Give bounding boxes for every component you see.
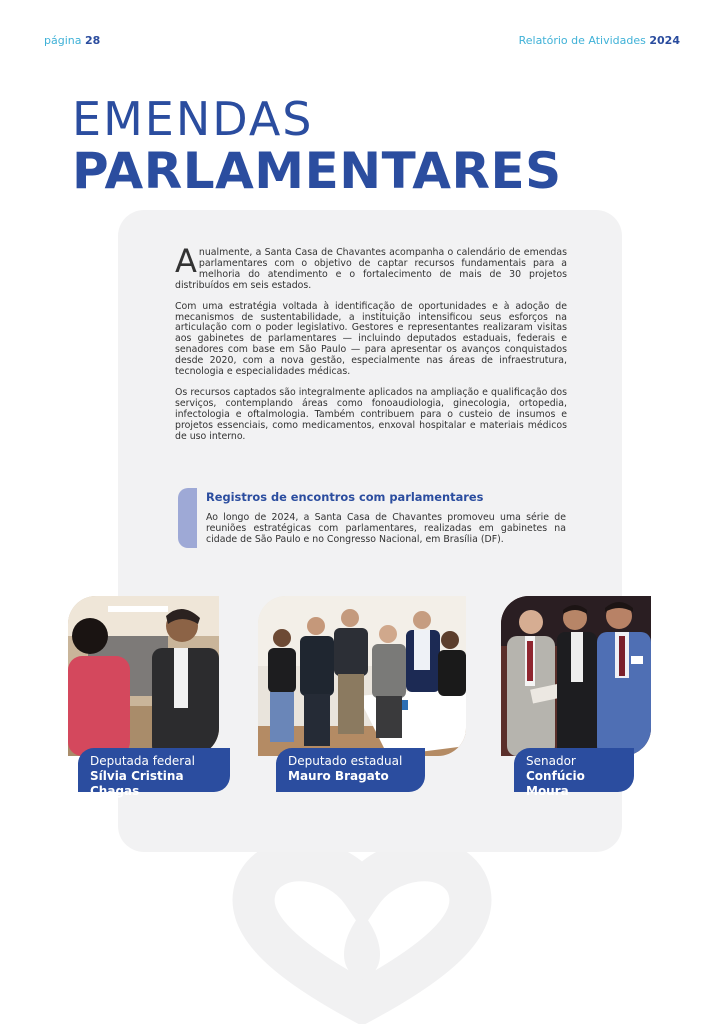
caption-senador — [514, 748, 634, 798]
page-number-label — [44, 34, 100, 47]
caption-name: Confúcio Moura — [526, 769, 585, 798]
intro-text — [175, 242, 567, 453]
section-title: Registros de encontros com parlamentares — [206, 490, 484, 504]
intro-paragraph-3: Os recursos captados são integralmente aplicados na ampliação e qualificação dos serviços, contemplando áreas como fonoaudiologia, ginecologia, ortopedia, infectologia e oftalmologia. Também contribuem para o custeio de insumos e projetos essenciais, como medicamentos, enxoval hospitalar e materiais médicos de uso interno. — [175, 386, 567, 442]
page-title-line1: EMENDAS — [72, 92, 314, 146]
report-title: Relatório de Atividades — [518, 34, 646, 47]
page-title-line2: PARLAMENTARES — [72, 142, 562, 200]
caption-role: Deputado estadual — [288, 754, 403, 768]
page-number: 28 — [84, 34, 101, 47]
caption-deputado-estadual — [276, 748, 425, 792]
intro-paragraph-2: Com uma estratégia voltada à identificação de oportunidades e à adoção de mecanismos de sustentabilidade, a instituição intensificou seus esforços na articulação com o poder legislativo. Gestores e representantes realizaram visitas aos gabinetes de parlamentares — incluindo deputados estaduais, federais e senadores com base em São Paulo — para apresentar os avanços conquistados desde 2020, com a nova gestão, especialmente nas áreas de infraestrutura, tecnologia e especialidades médicas. — [175, 300, 567, 378]
caption-role: Senador — [526, 754, 576, 768]
photo-deputado-estadual — [258, 596, 466, 756]
report-year: 2024 — [649, 34, 680, 47]
photo-deputada-federal — [68, 596, 219, 756]
caption-role: Deputada federal — [90, 754, 195, 768]
drop-cap: A — [175, 242, 197, 280]
section-text: Ao longo de 2024, a Santa Casa de Chavantes promoveu uma série de reuniões estratégicas com parlamentares, realizadas em gabinetes na cidade de São Paulo e no Congresso Nacional, em Brasília (DF). — [206, 512, 566, 545]
report-header — [519, 34, 680, 47]
caption-deputada-federal — [78, 748, 230, 798]
photo-senador — [501, 596, 651, 756]
page-label: página — [44, 34, 82, 47]
intro-paragraph-1 — [175, 242, 567, 292]
intro-paragraph-1-text: nualmente, a Santa Casa de Chavantes acompanha o calendário de emendas parlamentares com o objetivo de captar recursos fundamentais para a melhoria do atendimento e o fortalecimento de mais de 30 projetos distribuídos em seis estados. — [175, 247, 567, 291]
caption-name: Mauro Bragato — [288, 769, 389, 783]
heart-watermark-icon — [228, 852, 496, 1024]
caption-name: Sílvia Cristina Chagas — [90, 769, 184, 798]
section-accent-bar — [178, 488, 197, 548]
